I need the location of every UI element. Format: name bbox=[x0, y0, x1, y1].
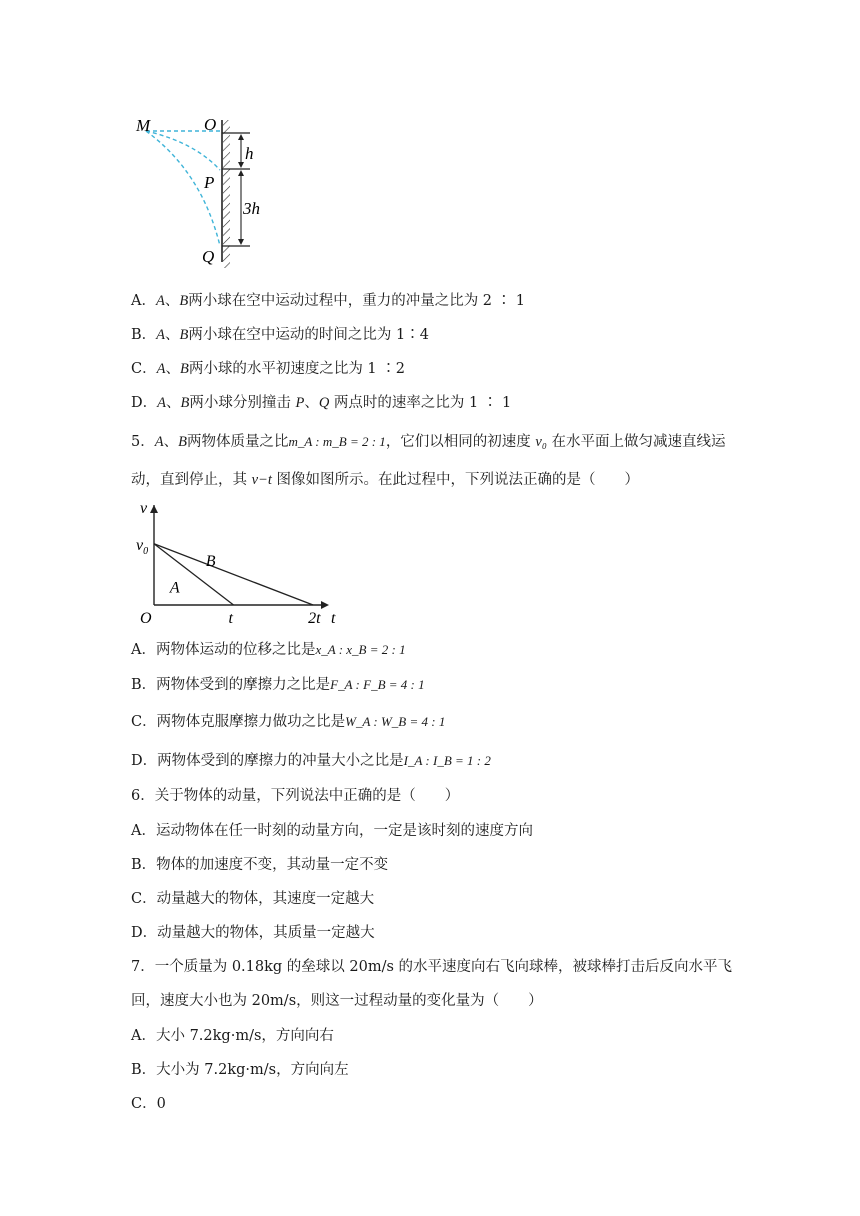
q7-option-b: B．大小为 7.2kg·m/s，方向向左 bbox=[131, 1062, 349, 1078]
label-Q: Q bbox=[202, 247, 215, 266]
q7-option-c: C．0 bbox=[131, 1096, 166, 1112]
x-tick-label-2: 2t bbox=[308, 610, 321, 627]
q6-stem: 6．关于物体的动量，下列说法中正确的是（ ） bbox=[131, 788, 460, 804]
q5-option-b: B．两物体受到的摩擦力之比是F_A : F_B = 4 : 1 bbox=[131, 677, 425, 693]
y-axis-label: v bbox=[140, 500, 148, 517]
label-3h: 3h bbox=[243, 199, 260, 218]
x-axis-label: t bbox=[331, 610, 336, 627]
q6-option-d: D．动量越大的物体，其质量一定越大 bbox=[131, 925, 375, 941]
q5-option-d: D．两物体受到的摩擦力的冲量大小之比是I_A : I_B = 1 : 2 bbox=[131, 753, 491, 769]
x-tick-label-1: t bbox=[228, 610, 233, 627]
projectile-wall-figure bbox=[134, 112, 274, 266]
q4-option-b: B．A、B两小球在空中运动的时间之比为 1∶4 bbox=[131, 327, 429, 343]
x-axis-arrow bbox=[321, 601, 329, 609]
q4-option-a: A．A、B两小球在空中运动过程中，重力的冲量之比为 2 ∶ 1 bbox=[131, 293, 525, 309]
label-P: P bbox=[204, 173, 215, 192]
series-label-A: A bbox=[169, 579, 180, 597]
label-O: O bbox=[204, 115, 217, 134]
label-M: M bbox=[136, 116, 151, 135]
q7-stem-line1: 7．一个质量为 0.18kg 的垒球以 20m/s 的水平速度向右飞向球棒，被球棒打击后反向水平飞 bbox=[131, 959, 733, 975]
q4-option-d: D．A、B两小球分别撞击 P、Q 两点时的速率之比为 1 ∶ 1 bbox=[131, 395, 512, 411]
q5-stem-line1: 5．A、B两物体质量之比m_A : m_B = 2 : 1，它们以相同的初速度 v₀ 在水平面上做匀减速直线运 bbox=[131, 434, 726, 450]
q7-stem-line2: 回，速度大小也为 20m/s，则这一过程动量的变化量为（ ） bbox=[131, 993, 543, 1009]
trajectory-to-P bbox=[146, 131, 220, 170]
vt-chart bbox=[134, 501, 334, 631]
q6-option-b: B．物体的加速度不变，其动量一定不变 bbox=[131, 857, 389, 873]
q6-option-c: C．动量越大的物体，其速度一定越大 bbox=[131, 891, 375, 907]
q5-stem-line2: 动，直到停止，其 v−t 图像如图所示。在此过程中，下列说法正确的是（ ） bbox=[131, 472, 639, 488]
y-axis-arrow bbox=[150, 505, 158, 513]
label-h: h bbox=[245, 144, 254, 163]
series-line-A bbox=[154, 544, 234, 605]
y-tick-label-v0: $v_0$ bbox=[136, 536, 149, 557]
q6-option-a: A．运动物体在任一时刻的动量方向，一定是该时刻的速度方向 bbox=[131, 823, 533, 839]
q7-option-a: A．大小 7.2kg·m/s，方向向右 bbox=[131, 1028, 334, 1044]
series-label-B: B bbox=[205, 553, 216, 571]
q5-option-c: C．两物体克服摩擦力做功之比是W_A : W_B = 4 : 1 bbox=[131, 714, 446, 730]
y-tick-label-subscript: 0 bbox=[143, 545, 149, 557]
origin-label: O bbox=[140, 610, 152, 627]
q5-option-a: A．两物体运动的位移之比是x_A : x_B = 2 : 1 bbox=[131, 642, 406, 658]
q4-option-c: C．A、B两小球的水平初速度之比为 1 ∶2 bbox=[131, 361, 405, 377]
